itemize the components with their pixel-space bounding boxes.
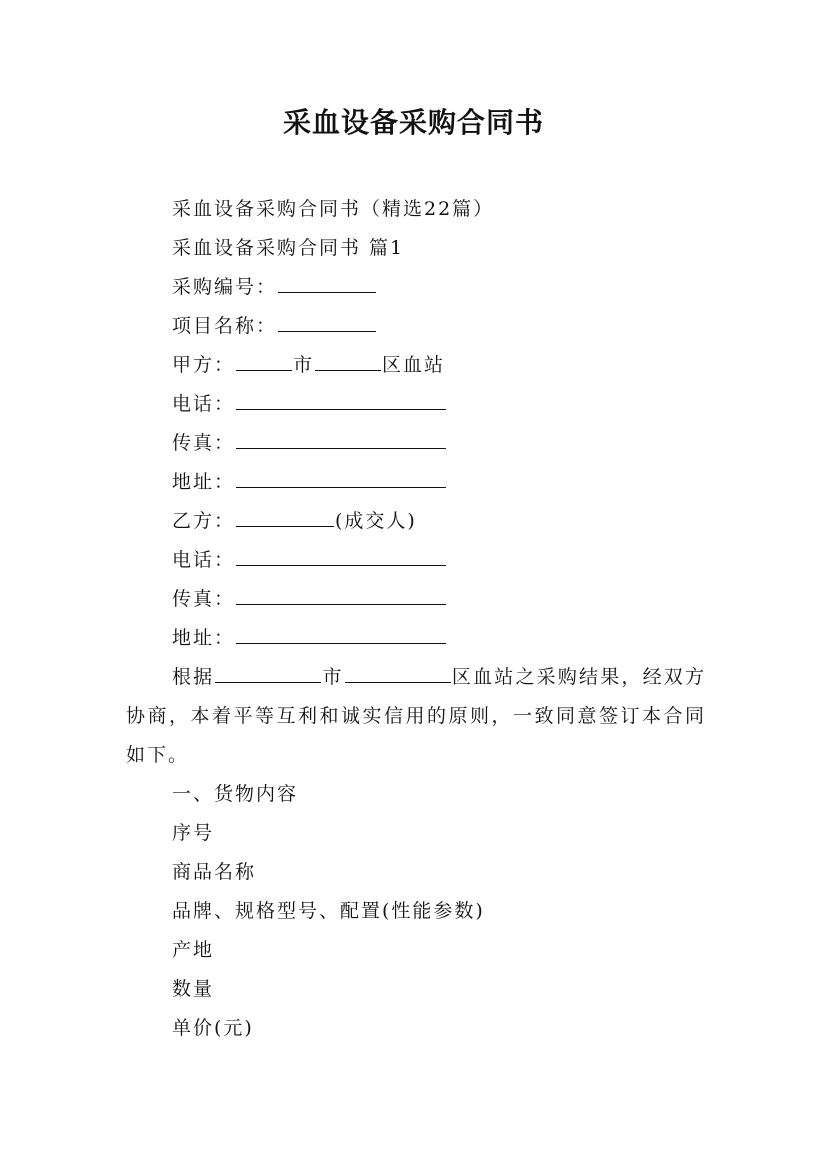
party-a-fax-blank xyxy=(236,424,446,449)
party-b-fax-blank xyxy=(236,580,446,605)
party-a-phone-label: 电话： xyxy=(172,393,236,415)
document-title: 采血设备采购合同书 xyxy=(282,106,544,139)
party-a-address-blank xyxy=(236,463,446,488)
party-b-fax-line xyxy=(126,580,706,619)
project-name-blank xyxy=(278,307,376,332)
purchase-number-blank xyxy=(278,268,376,293)
party-a-station-text: 区血站 xyxy=(382,354,446,376)
basis-district-blank xyxy=(345,658,451,683)
document-body xyxy=(126,190,706,1048)
party-a-address-line xyxy=(126,463,706,502)
column-origin: 产地 xyxy=(172,939,215,961)
party-a-phone-line xyxy=(126,385,706,424)
column-unit-price: 单价(元) xyxy=(172,1017,254,1039)
column-product-name: 商品名称 xyxy=(172,861,257,883)
basis-rest: 区血站之采购结果，经双方协商，本着平等互利和诚实信用的原则，一致同意签订本合同如下。 xyxy=(126,666,706,766)
party-b-label: 乙方： xyxy=(172,510,236,532)
party-a-fax-label: 传真： xyxy=(172,432,236,454)
party-a-city-text: 市 xyxy=(293,354,315,376)
basis-city-text: 市 xyxy=(322,666,344,688)
party-a-phone-blank xyxy=(236,385,446,410)
party-b-address-label: 地址： xyxy=(172,627,236,649)
basis-paragraph xyxy=(126,658,706,775)
basis-prefix: 根据 xyxy=(172,666,215,688)
purchase-number-label: 采购编号： xyxy=(172,276,278,298)
party-a-address-label: 地址： xyxy=(172,471,236,493)
collection-line: 采血设备采购合同书（精选22篇） xyxy=(172,198,495,220)
basis-city-blank xyxy=(215,658,321,683)
project-name-label: 项目名称： xyxy=(172,315,278,337)
party-b-blank xyxy=(236,502,334,527)
party-b-address-blank xyxy=(236,619,446,644)
column-serial-number: 序号 xyxy=(172,822,215,844)
party-a-fax-line xyxy=(126,424,706,463)
column-brand-spec: 品牌、规格型号、配置(性能参数) xyxy=(172,900,485,922)
party-a-district-blank xyxy=(315,346,381,371)
party-b-phone-label: 电话： xyxy=(172,549,236,571)
section-1-heading: 一、货物内容 xyxy=(172,783,299,805)
column-quantity: 数量 xyxy=(172,978,215,1000)
party-a-line xyxy=(126,346,706,385)
party-b-address-line xyxy=(126,619,706,658)
article-heading: 采血设备采购合同书 篇1 xyxy=(172,237,405,259)
purchase-number-line xyxy=(126,268,706,307)
party-b-phone-line xyxy=(126,541,706,580)
party-b-phone-blank xyxy=(236,541,446,566)
party-a-label: 甲方： xyxy=(172,354,236,376)
project-name-line xyxy=(126,307,706,346)
party-b-suffix: (成交人) xyxy=(335,510,417,532)
party-b-fax-label: 传真： xyxy=(172,588,236,610)
party-a-city-blank xyxy=(236,346,292,371)
party-b-line xyxy=(126,502,706,541)
